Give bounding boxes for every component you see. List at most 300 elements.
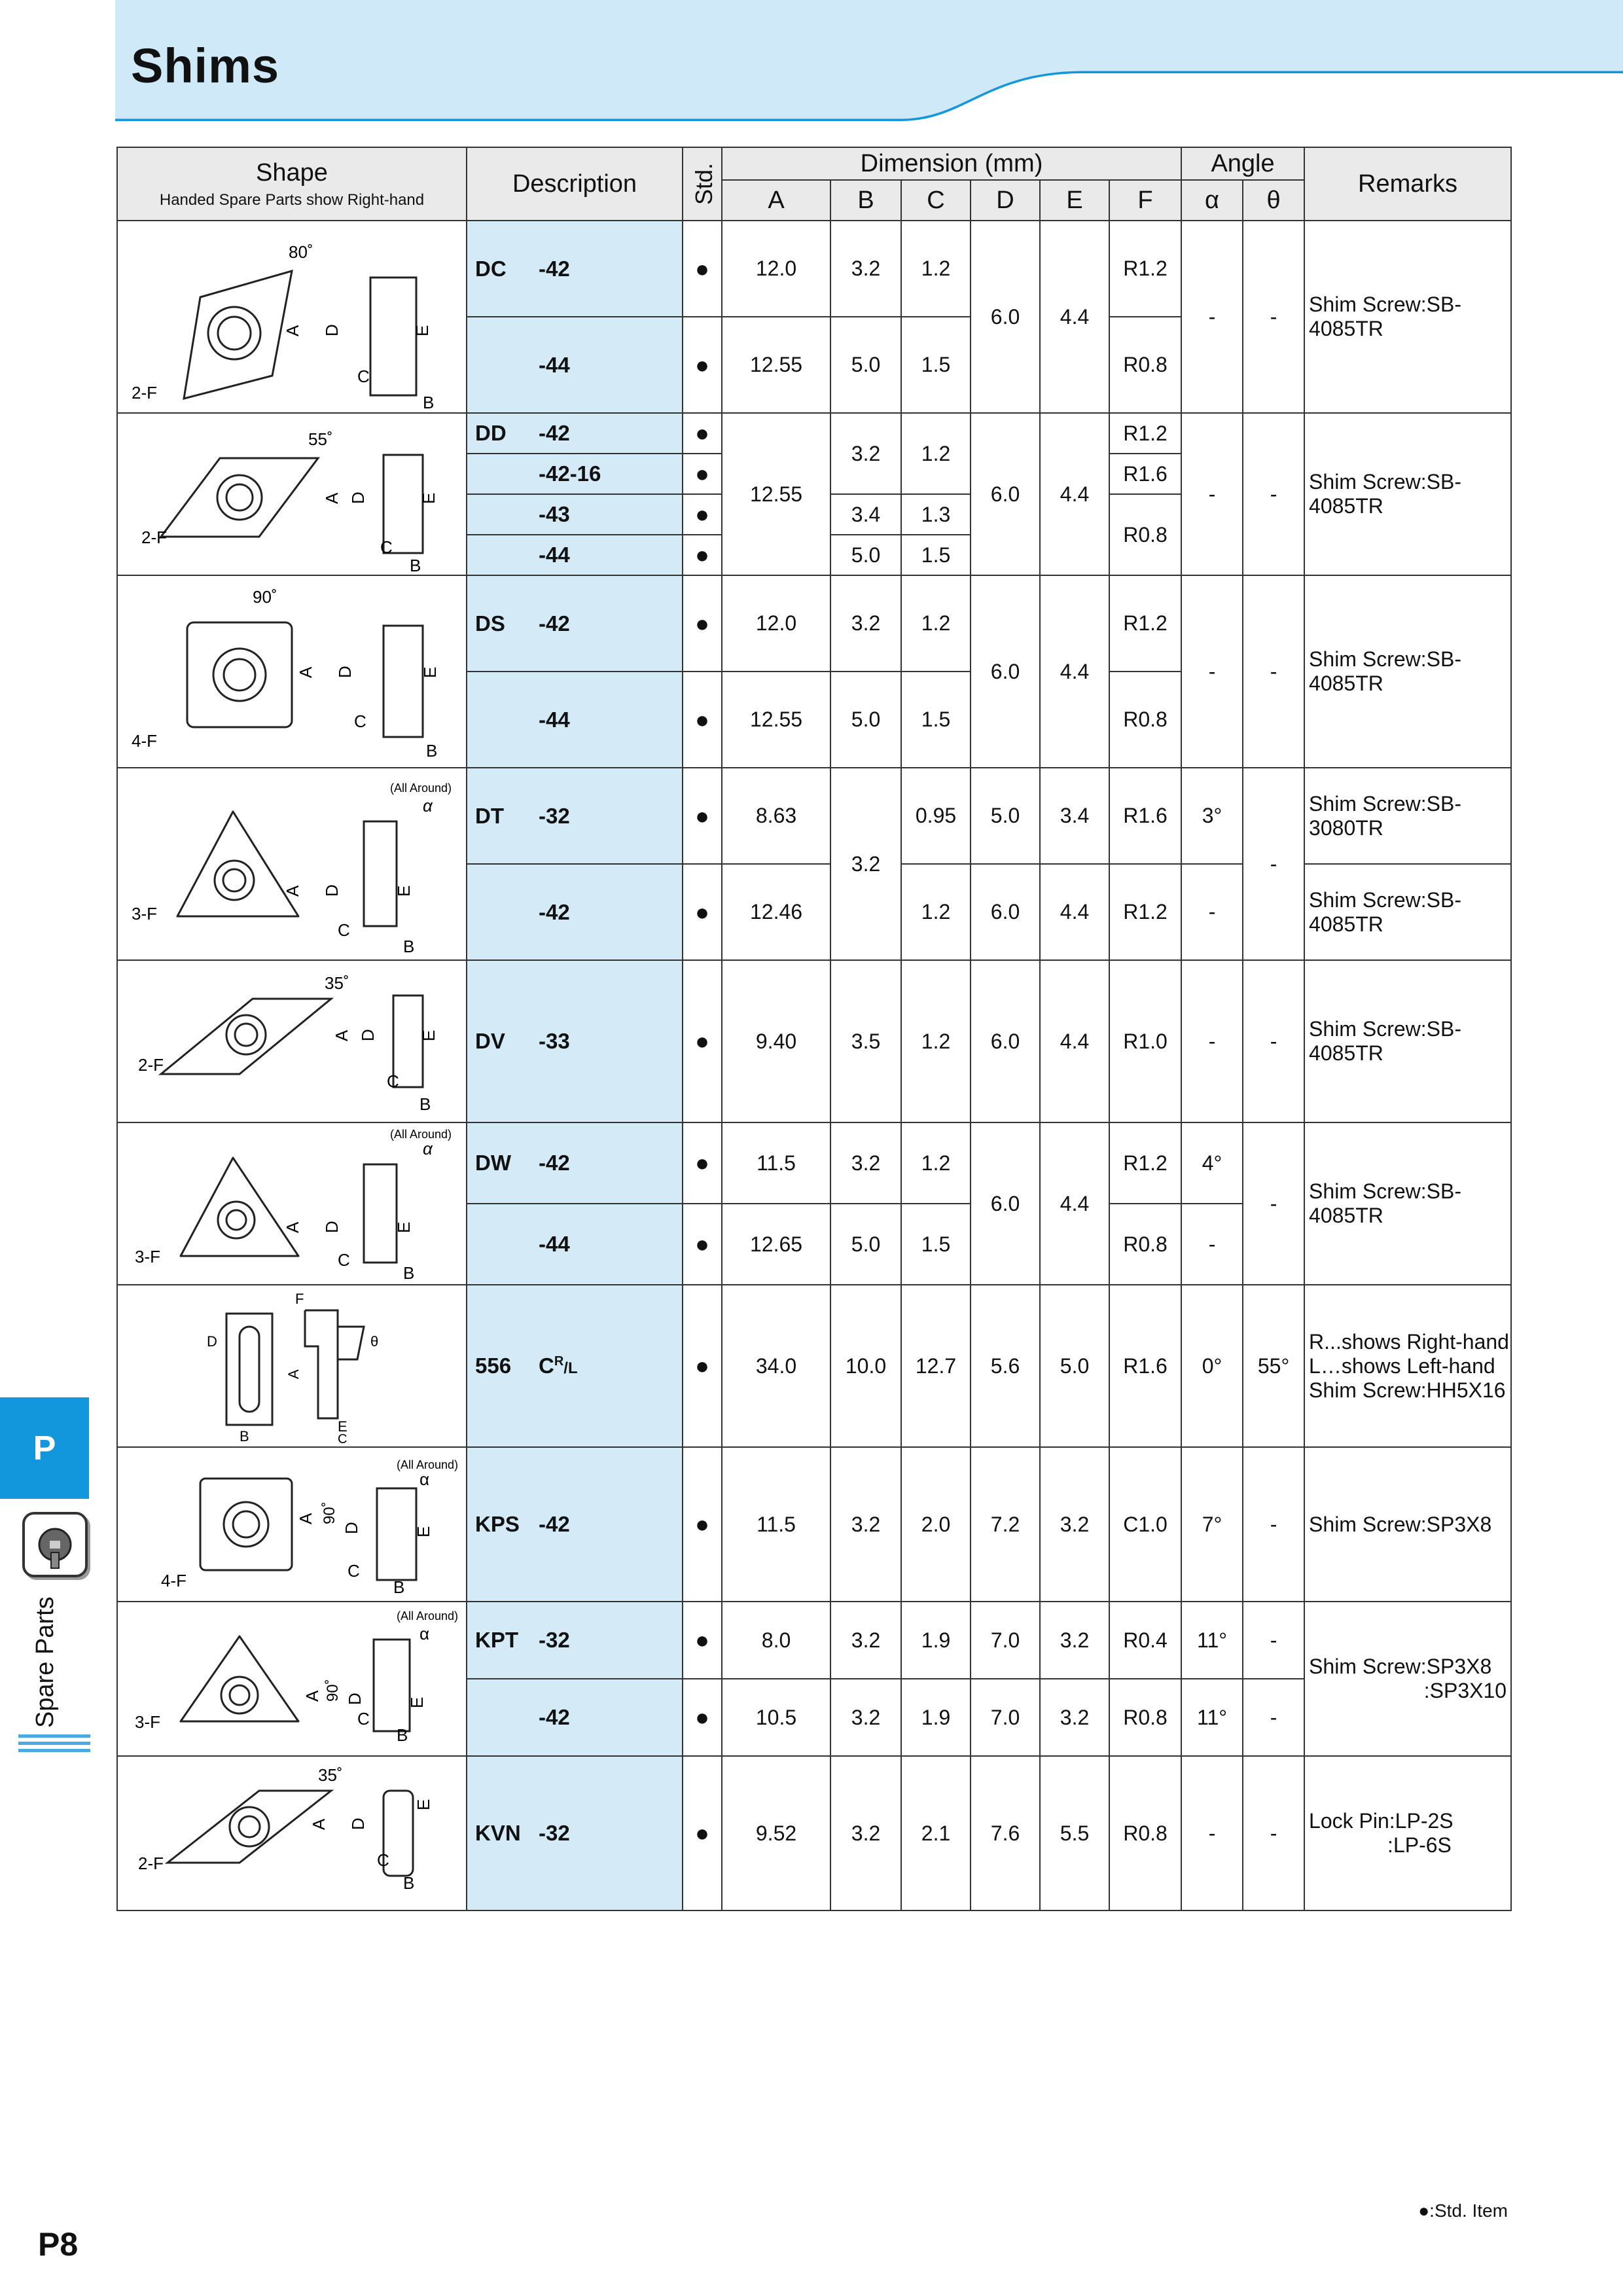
page-number: P8 <box>38 2226 79 2263</box>
desc-code-blank <box>467 1204 539 1285</box>
svg-text:2-F: 2-F <box>141 528 167 547</box>
val-e: 5.0 <box>1040 1285 1109 1447</box>
svg-text:B: B <box>410 556 421 573</box>
val-a: 12.0 <box>722 575 830 672</box>
val-b: 5.0 <box>830 535 901 575</box>
table-row <box>117 1285 1511 1447</box>
desc-sub: -43 <box>539 494 683 535</box>
col-f: F <box>1109 180 1181 221</box>
shape-dd <box>117 413 467 575</box>
val-a: 8.63 <box>722 768 830 864</box>
svg-text:3-F: 3-F <box>132 904 157 924</box>
val-theta: - <box>1243 1756 1304 1910</box>
svg-text:A: A <box>309 1818 329 1830</box>
dv-shim-drawing <box>122 963 462 1120</box>
header-curve <box>115 0 1623 121</box>
svg-text:E: E <box>414 1526 433 1537</box>
val-alpha: - <box>1181 1204 1243 1285</box>
svg-text:B: B <box>423 393 435 408</box>
svg-text:C: C <box>380 537 393 557</box>
desc-sub: -42 <box>539 864 683 960</box>
desc-code-blank <box>467 535 539 575</box>
desc-sub: -32 <box>539 768 683 864</box>
val-theta: - <box>1243 1602 1304 1679</box>
val-f: R0.8 <box>1109 1679 1181 1756</box>
val-d: 6.0 <box>971 413 1040 575</box>
val-a: 9.40 <box>722 960 830 1122</box>
val-c: 1.9 <box>901 1679 971 1756</box>
val-c: 1.5 <box>901 1204 971 1285</box>
val-d: 7.0 <box>971 1602 1040 1679</box>
table-row <box>117 1447 1511 1602</box>
val-alpha: 7° <box>1181 1447 1243 1602</box>
desc-sub-556: $C^R/L$ <box>539 1285 683 1447</box>
std-mark: ● <box>683 1285 722 1447</box>
svg-text:2-F: 2-F <box>138 1854 164 1873</box>
val-d: 6.0 <box>971 960 1040 1122</box>
svg-text:α: α <box>423 796 433 816</box>
shape-dw <box>117 1122 467 1285</box>
svg-text:C: C <box>354 711 366 731</box>
svg-text:B: B <box>393 1577 405 1597</box>
desc-sub: -33 <box>539 960 683 1122</box>
section-tab[interactable]: P <box>0 1397 89 1499</box>
remark: Shim Screw:SP3X8 :SP3X10 <box>1304 1602 1511 1756</box>
svg-text:B: B <box>403 1873 415 1893</box>
std-mark: ● <box>683 317 722 413</box>
shape-ds <box>117 575 467 768</box>
val-b: 5.0 <box>830 672 901 768</box>
val-b: 3.5 <box>830 960 901 1122</box>
std-mark: ● <box>683 864 722 960</box>
val-e: 4.4 <box>1040 864 1109 960</box>
std-mark: ● <box>683 960 722 1122</box>
val-alpha: 11° <box>1181 1679 1243 1756</box>
svg-text:E: E <box>420 666 440 678</box>
std-mark: ● <box>683 494 722 535</box>
svg-text:A: A <box>283 885 302 897</box>
svg-text:4-F: 4-F <box>161 1571 187 1590</box>
val-theta: - <box>1243 768 1304 960</box>
header-std: Std. <box>683 147 722 221</box>
page-title: Shims <box>131 39 280 93</box>
svg-text:C: C <box>357 367 370 386</box>
val-alpha: 0° <box>1181 1285 1243 1447</box>
val-e: 5.5 <box>1040 1756 1109 1910</box>
svg-text:C: C <box>348 1561 360 1581</box>
desc-sub: -44 <box>539 1204 683 1285</box>
val-f: R1.6 <box>1109 768 1181 864</box>
val-a: 34.0 <box>722 1285 830 1447</box>
val-c: 1.2 <box>901 960 971 1122</box>
val-c: 1.3 <box>901 494 971 535</box>
dc-shim-drawing <box>122 225 462 408</box>
ds-shim-drawing <box>122 580 462 763</box>
svg-text:55˚: 55˚ <box>308 429 333 449</box>
side-section-label: Spare Parts <box>31 1596 59 1728</box>
svg-text:4-F: 4-F <box>132 731 157 751</box>
desc-code: KVN <box>467 1756 539 1910</box>
val-b: 3.2 <box>830 221 901 317</box>
val-d: 5.0 <box>971 768 1040 864</box>
val-c: 1.2 <box>901 221 971 317</box>
svg-text:D: D <box>348 492 368 504</box>
dt-shim-drawing <box>122 772 462 956</box>
val-a: 12.46 <box>722 864 830 960</box>
svg-text:A: A <box>322 492 342 504</box>
header-band <box>115 0 1623 121</box>
svg-text:B: B <box>397 1725 408 1745</box>
desc-sub: -32 <box>539 1756 683 1910</box>
val-theta: - <box>1243 960 1304 1122</box>
desc-code: DW <box>467 1122 539 1204</box>
svg-text:C: C <box>377 1850 389 1870</box>
svg-text:C: C <box>338 920 350 940</box>
svg-text:A: A <box>285 1369 302 1379</box>
val-alpha: 3° <box>1181 768 1243 864</box>
val-b: 3.2 <box>830 1756 901 1910</box>
desc-code: DD <box>467 413 539 454</box>
val-b: 3.4 <box>830 494 901 535</box>
val-f: R1.6 <box>1109 1285 1181 1447</box>
desc-code-blank <box>467 494 539 535</box>
col-b: B <box>830 180 901 221</box>
desc-sub: -32 <box>539 1602 683 1679</box>
val-f: R1.2 <box>1109 575 1181 672</box>
desc-sub: -44 <box>539 535 683 575</box>
table-row <box>117 575 1511 672</box>
val-d: 5.6 <box>971 1285 1040 1447</box>
side-decor-lines <box>18 1734 90 1756</box>
val-alpha: 11° <box>1181 1602 1243 1679</box>
svg-text:D: D <box>342 1522 361 1534</box>
val-f: R0.4 <box>1109 1602 1181 1679</box>
shape-dc <box>117 221 467 413</box>
shape-556 <box>117 1285 467 1447</box>
col-alpha: α <box>1181 180 1243 221</box>
desc-code-blank <box>467 317 539 413</box>
svg-text:D: D <box>322 324 342 336</box>
val-b: 10.0 <box>830 1285 901 1447</box>
desc-code-blank <box>467 1679 539 1756</box>
desc-code-blank <box>467 454 539 494</box>
val-a: 11.5 <box>722 1447 830 1602</box>
svg-text:90˚: 90˚ <box>324 1679 342 1702</box>
val-alpha: - <box>1181 413 1243 575</box>
svg-text:E: E <box>394 1221 414 1233</box>
val-e: 3.2 <box>1040 1447 1109 1602</box>
svg-text:A: A <box>296 1513 315 1524</box>
svg-text:(All Around): (All Around) <box>390 1128 452 1141</box>
desc-sub: -42 <box>539 1679 683 1756</box>
val-e: 4.4 <box>1040 960 1109 1122</box>
val-f: R1.0 <box>1109 960 1181 1122</box>
svg-text:C: C <box>357 1709 370 1729</box>
svg-text:F: F <box>295 1291 304 1307</box>
std-mark: ● <box>683 768 722 864</box>
header-dimension: Dimension (mm) <box>722 147 1181 180</box>
svg-text:E: E <box>419 1030 438 1041</box>
std-mark: ● <box>683 672 722 768</box>
val-a: 12.55 <box>722 672 830 768</box>
val-alpha: - <box>1181 575 1243 768</box>
val-d: 7.2 <box>971 1447 1040 1602</box>
val-f: C1.0 <box>1109 1447 1181 1602</box>
desc-sub: -44 <box>539 672 683 768</box>
val-b: 3.2 <box>830 768 901 960</box>
svg-text:90˚: 90˚ <box>253 587 277 607</box>
std-mark: ● <box>683 1447 722 1602</box>
val-a: 12.0 <box>722 221 830 317</box>
col-e: E <box>1040 180 1109 221</box>
col-c: C <box>901 180 971 221</box>
val-theta: 55° <box>1243 1285 1304 1447</box>
svg-text:3-F: 3-F <box>135 1712 160 1732</box>
s556-shim-drawing <box>122 1287 462 1444</box>
desc-code: KPS <box>467 1447 539 1602</box>
svg-text:35˚: 35˚ <box>318 1765 343 1785</box>
val-f: R0.8 <box>1109 1756 1181 1910</box>
val-a: 8.0 <box>722 1602 830 1679</box>
val-alpha: - <box>1181 1756 1243 1910</box>
std-mark: ● <box>683 1756 722 1910</box>
svg-text:D: D <box>335 666 355 678</box>
shims-table <box>116 147 1512 1911</box>
val-c: 1.2 <box>901 413 971 494</box>
desc-code: KPT <box>467 1602 539 1679</box>
val-f: R0.8 <box>1109 494 1181 575</box>
svg-text:C: C <box>338 1432 348 1444</box>
svg-text:E: E <box>338 1418 348 1435</box>
table-row <box>117 1756 1511 1910</box>
remark: Shim Screw:SB-4085TR <box>1304 221 1511 413</box>
svg-text:D: D <box>322 1221 342 1233</box>
std-mark: ● <box>683 575 722 672</box>
val-a: 11.5 <box>722 1122 830 1204</box>
svg-text:D: D <box>207 1333 217 1350</box>
desc-sub: -42 <box>539 221 683 317</box>
col-d: D <box>971 180 1040 221</box>
svg-text:D: D <box>322 884 342 897</box>
desc-sub: -42 <box>539 413 683 454</box>
val-a: 12.55 <box>722 317 830 413</box>
svg-text:3-F: 3-F <box>135 1247 160 1266</box>
std-mark: ● <box>683 413 722 454</box>
val-f: R1.2 <box>1109 413 1181 454</box>
val-theta: - <box>1243 221 1304 413</box>
val-f: R1.2 <box>1109 221 1181 317</box>
svg-text:C: C <box>387 1071 399 1091</box>
val-d: 6.0 <box>971 575 1040 768</box>
remark: Shim Screw:SB-4085TR <box>1304 1122 1511 1285</box>
val-b: 3.2 <box>830 575 901 672</box>
svg-text:90˚: 90˚ <box>321 1501 338 1524</box>
svg-text:B: B <box>240 1428 249 1444</box>
screw-icon <box>22 1512 88 1577</box>
col-a: A <box>722 180 830 221</box>
val-e: 4.4 <box>1040 413 1109 575</box>
kpt-shim-drawing <box>122 1604 462 1754</box>
val-e: 3.2 <box>1040 1602 1109 1679</box>
std-mark: ● <box>683 221 722 317</box>
header-description: Description <box>467 147 683 221</box>
svg-text:E: E <box>419 492 438 504</box>
header-remarks: Remarks <box>1304 147 1511 221</box>
val-c: 2.1 <box>901 1756 971 1910</box>
val-d: 6.0 <box>971 1122 1040 1285</box>
svg-text:80˚: 80˚ <box>289 242 313 262</box>
shape-kvn <box>117 1756 467 1910</box>
col-theta: θ <box>1243 180 1304 221</box>
svg-text:B: B <box>403 937 415 956</box>
val-b: 5.0 <box>830 1204 901 1285</box>
shape-kps <box>117 1447 467 1602</box>
svg-text:(All Around): (All Around) <box>390 781 452 795</box>
val-theta: - <box>1243 1122 1304 1285</box>
dw-shim-drawing <box>122 1125 462 1282</box>
val-a: 9.52 <box>722 1756 830 1910</box>
std-item-footnote: ●:Std. Item <box>1418 2200 1508 2221</box>
val-theta: - <box>1243 1679 1304 1756</box>
desc-sub: -42 <box>539 575 683 672</box>
remark: Shim Screw:SP3X8 <box>1304 1447 1511 1602</box>
svg-text:D: D <box>348 1818 368 1830</box>
val-e: 3.4 <box>1040 768 1109 864</box>
val-f: R0.8 <box>1109 1204 1181 1285</box>
shape-kpt <box>117 1602 467 1756</box>
remark: Shim Screw:SB-4085TR <box>1304 413 1511 575</box>
header-shape: Shape Handed Spare Parts show Right-hand <box>117 147 467 221</box>
desc-code: DV <box>467 960 539 1122</box>
val-d: 7.0 <box>971 1679 1040 1756</box>
svg-text:D: D <box>358 1029 378 1041</box>
val-c: 0.95 <box>901 768 971 864</box>
val-c: 1.5 <box>901 317 971 413</box>
val-c: 1.2 <box>901 1122 971 1204</box>
val-alpha: - <box>1181 221 1243 413</box>
desc-code-blank <box>467 864 539 960</box>
val-b: 3.2 <box>830 1447 901 1602</box>
val-b: 3.2 <box>830 1602 901 1679</box>
val-e: 4.4 <box>1040 575 1109 768</box>
svg-text:A: A <box>283 1221 302 1233</box>
svg-text:E: E <box>394 885 414 897</box>
svg-text:α: α <box>419 1624 430 1643</box>
svg-text:C: C <box>338 1250 350 1270</box>
val-c: 1.9 <box>901 1602 971 1679</box>
svg-text:2-F: 2-F <box>132 383 157 403</box>
remark: Shim Screw:SB-3080TR <box>1304 768 1511 864</box>
desc-sub: -42 <box>539 1122 683 1204</box>
remark: R...shows Right-hand L…shows Left-hand Shim Screw:HH5X16 <box>1304 1285 1511 1447</box>
val-b: 3.2 <box>830 1122 901 1204</box>
val-alpha: - <box>1181 960 1243 1122</box>
svg-text:E: E <box>412 325 432 336</box>
val-e: 4.4 <box>1040 221 1109 413</box>
svg-text:α: α <box>419 1469 430 1489</box>
desc-sub: -44 <box>539 317 683 413</box>
val-a: 12.65 <box>722 1204 830 1285</box>
dd-shim-drawing <box>122 416 462 573</box>
std-mark: ● <box>683 535 722 575</box>
val-f: R0.8 <box>1109 672 1181 768</box>
svg-text:A: A <box>332 1030 351 1041</box>
val-alpha: - <box>1181 864 1243 960</box>
remark: Shim Screw:SB-4085TR <box>1304 864 1511 960</box>
svg-text:A: A <box>296 666 315 678</box>
desc-code: DT <box>467 768 539 864</box>
svg-text:A: A <box>302 1690 322 1702</box>
val-theta: - <box>1243 413 1304 575</box>
val-c: 12.7 <box>901 1285 971 1447</box>
val-d: 7.6 <box>971 1756 1040 1910</box>
svg-text:B: B <box>426 741 438 761</box>
svg-text:35˚: 35˚ <box>325 973 349 993</box>
val-c: 2.0 <box>901 1447 971 1602</box>
val-b: 3.2 <box>830 1679 901 1756</box>
val-f: R0.8 <box>1109 317 1181 413</box>
std-mark: ● <box>683 1602 722 1679</box>
remark: Lock Pin:LP-2S :LP-6S <box>1304 1756 1511 1910</box>
val-theta: - <box>1243 575 1304 768</box>
std-mark: ● <box>683 1679 722 1756</box>
svg-text:D: D <box>345 1693 365 1705</box>
val-c: 1.2 <box>901 864 971 960</box>
kps-shim-drawing <box>122 1449 462 1600</box>
val-d: 6.0 <box>971 221 1040 413</box>
remark: Shim Screw:SB-4085TR <box>1304 575 1511 768</box>
std-mark: ● <box>683 1122 722 1204</box>
val-f: R1.2 <box>1109 864 1181 960</box>
std-mark: ● <box>683 1204 722 1285</box>
desc-code: DS <box>467 575 539 672</box>
shape-dv <box>117 960 467 1122</box>
val-b: 5.0 <box>830 317 901 413</box>
val-b: 3.2 <box>830 413 901 494</box>
desc-code: DC <box>467 221 539 317</box>
shape-dt <box>117 768 467 960</box>
val-theta: - <box>1243 1447 1304 1602</box>
table-row <box>117 1122 1511 1204</box>
header-angle: Angle <box>1181 147 1304 180</box>
val-c: 1.5 <box>901 535 971 575</box>
val-d: 6.0 <box>971 864 1040 960</box>
val-c: 1.2 <box>901 575 971 672</box>
svg-text:B: B <box>403 1263 415 1282</box>
table-row <box>117 768 1511 864</box>
svg-text:θ: θ <box>370 1333 379 1350</box>
svg-text:2-F: 2-F <box>138 1055 164 1075</box>
val-e: 4.4 <box>1040 1122 1109 1285</box>
svg-text:A: A <box>283 325 302 336</box>
table-row <box>117 960 1511 1122</box>
desc-code: 556 <box>467 1285 539 1447</box>
svg-text:α: α <box>423 1139 433 1158</box>
svg-text:E: E <box>407 1696 427 1708</box>
desc-sub: -42 <box>539 1447 683 1602</box>
desc-sub: -42-16 <box>539 454 683 494</box>
std-mark: ● <box>683 454 722 494</box>
kvn-shim-drawing <box>122 1758 462 1909</box>
val-f: R1.6 <box>1109 454 1181 494</box>
svg-text:E: E <box>414 1799 433 1810</box>
val-e: 3.2 <box>1040 1679 1109 1756</box>
table-row <box>117 413 1511 454</box>
val-c: 1.5 <box>901 672 971 768</box>
table-row <box>117 221 1511 317</box>
val-a: 10.5 <box>722 1679 830 1756</box>
val-alpha: 4° <box>1181 1122 1243 1204</box>
